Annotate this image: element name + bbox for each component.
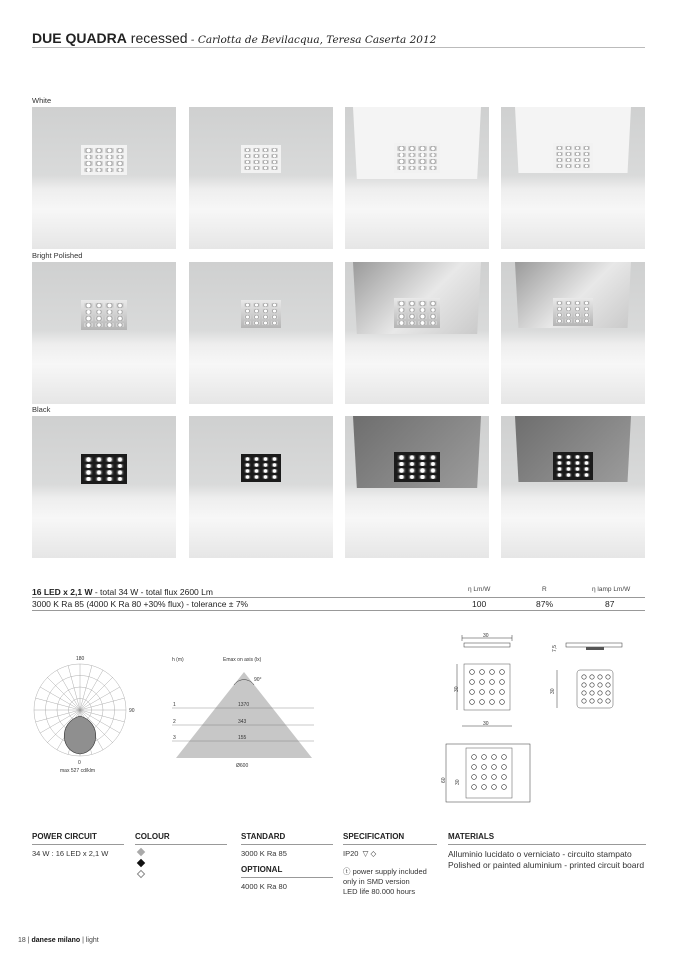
photo-bright-polished-1: [32, 262, 176, 404]
finish-label-bright-polished: Bright Polished: [32, 251, 83, 260]
photo-black-1: [32, 416, 176, 558]
colour-section: [135, 832, 227, 882]
page-footer: 18 | danese milano | light: [18, 937, 99, 944]
led-dot: [582, 691, 586, 695]
polar-caption: max 527 cd/klm: [60, 768, 96, 774]
led-dot: [490, 670, 495, 675]
polar-label-top: 180: [76, 656, 85, 662]
photo-white-2: [189, 107, 333, 249]
product-name: DUE QUADRA: [32, 30, 127, 46]
photo-black-2: [189, 416, 333, 558]
spec-led: 16 LED x 2,1 W: [32, 587, 93, 597]
led-dot: [472, 775, 477, 780]
colour-swatch-white: [137, 870, 145, 878]
brand-name: danese milano: [31, 937, 81, 944]
cone-lx-3: 155: [238, 735, 247, 741]
module-side-view: [464, 643, 510, 647]
standard-section: [241, 832, 333, 892]
led-dot: [480, 670, 485, 675]
power-circuit-section: [32, 832, 124, 859]
led-dot: [582, 683, 586, 687]
photo-bright-polished-2: [189, 262, 333, 404]
spec-row-2: [32, 598, 645, 611]
module-side-profile: [586, 647, 604, 650]
marking-icon: ▽ ◇: [362, 849, 377, 858]
photo-white-4: [501, 107, 645, 249]
dim-height-3: 30: [455, 779, 461, 785]
led-dot: [490, 680, 495, 685]
led-dot: [490, 690, 495, 695]
spec-row-1: [32, 586, 645, 598]
polar-label-right: 90: [129, 708, 135, 714]
cone-emax-label: Emax on axis (lx): [223, 657, 262, 663]
led-dot: [606, 699, 610, 703]
led-dot: [500, 690, 505, 695]
materials-english: Polished or painted aluminium - printed circuit board: [448, 860, 645, 870]
photo-bright-polished-4: [501, 262, 645, 404]
led-dot: [598, 675, 602, 679]
led-dot: [606, 683, 610, 687]
optional-value: 4000 K Ra 80: [241, 882, 287, 891]
product-type: recessed: [126, 30, 188, 46]
cone-lx-1: 1370: [238, 702, 250, 708]
dim-height-1: 30: [454, 686, 460, 692]
led-dot: [472, 765, 477, 770]
led-dot: [482, 775, 487, 780]
led-dot: [470, 670, 475, 675]
led-dot: [590, 699, 594, 703]
power-circuit-value: 34 W : 16 LED x 2,1 W: [32, 849, 109, 858]
led-dot: [502, 775, 507, 780]
cone-diameter: Ø600: [236, 763, 249, 769]
cone-h-1: 1: [173, 702, 176, 708]
led-dot: [492, 765, 497, 770]
colour-swatch-black: [137, 859, 145, 867]
page-number: 18: [18, 937, 26, 944]
polar-diagram: [30, 652, 150, 776]
cone-h-3: 3: [173, 735, 176, 741]
led-dot: [480, 690, 485, 695]
led-dot: [502, 755, 507, 760]
dim-height-2: 30: [550, 688, 556, 694]
led-dot: [470, 700, 475, 705]
photo-bright-polished-3: [345, 262, 489, 404]
photo-white-3: [345, 107, 489, 249]
section-name: light: [85, 937, 99, 944]
led-dot: [500, 700, 505, 705]
led-dot: [500, 670, 505, 675]
led-dot: [598, 699, 602, 703]
dim-depth: 7,5: [552, 645, 558, 652]
power-supply-note: ⓣ power supply included only in SMD version: [343, 867, 427, 886]
led-dot: [492, 785, 497, 790]
specification-section: [343, 832, 437, 897]
led-dot: [480, 680, 485, 685]
cone-shape: [176, 672, 312, 758]
led-dot: [582, 699, 586, 703]
cone-diagram: [168, 655, 318, 770]
led-dot: [482, 765, 487, 770]
led-dot: [500, 680, 505, 685]
product-designer: - Carlotta de Bevilacqua, Teresa Caserta 2012: [187, 34, 437, 46]
spec-table: [32, 586, 645, 611]
led-dot: [590, 691, 594, 695]
spec-header-r: R: [542, 586, 547, 593]
dim-width-2: 30: [483, 721, 489, 727]
dim-width-1: 30: [483, 633, 489, 639]
materials-section: [448, 832, 646, 871]
spec-value-lamp: 87: [605, 599, 615, 609]
led-dot: [492, 755, 497, 760]
led-dot: [492, 775, 497, 780]
page-header: [32, 30, 645, 48]
led-dot: [472, 755, 477, 760]
spec-header-lamp: η lamp Lm/W: [592, 586, 631, 593]
finish-label-black: Black: [32, 405, 51, 414]
led-dot: [590, 683, 594, 687]
colour-swatch-bright: [137, 848, 145, 856]
led-dot: [470, 680, 475, 685]
led-dot: [472, 785, 477, 790]
led-dot: [598, 691, 602, 695]
cone-h-2: 2: [173, 719, 176, 725]
cone-angle: 90°: [254, 677, 262, 683]
photo-black-4: [501, 416, 645, 558]
led-dot: [606, 691, 610, 695]
led-dot: [502, 785, 507, 790]
spec-value-r: 87%: [536, 599, 554, 609]
spec-value-efficiency: 100: [472, 599, 487, 609]
standard-title: STANDARD: [241, 832, 333, 845]
spec-header-efficiency: η Lm/W: [468, 586, 491, 593]
led-dot: [582, 675, 586, 679]
spec-temperature: 3000 K Ra 85 (4000 K Ra 80 +30% flux) - tolerance ± 7%: [32, 599, 249, 609]
materials-italian: Alluminio lucidato o verniciato - circuito stampato: [448, 849, 632, 859]
led-dot: [606, 675, 610, 679]
dim-height-4: 60: [441, 777, 447, 783]
photo-white-1: [32, 107, 176, 249]
spec-total: - total 34 W - total flux 2600 Lm: [92, 587, 213, 597]
led-dot: [598, 683, 602, 687]
power-circuit-title: POWER CIRCUIT: [32, 832, 124, 845]
led-life: LED life 80.000 hours: [343, 887, 416, 896]
photo-black-3: [345, 416, 489, 558]
polar-label-bottom: 0: [78, 760, 81, 766]
optional-title: OPTIONAL: [241, 865, 333, 878]
finish-label-white: White: [32, 96, 52, 105]
specification-title: SPECIFICATION: [343, 832, 437, 845]
led-dot: [590, 675, 594, 679]
led-dot: [482, 755, 487, 760]
cone-h-label: h (m): [172, 657, 184, 663]
led-dot: [502, 765, 507, 770]
led-dot: [490, 700, 495, 705]
standard-value: 3000 K Ra 85: [241, 849, 287, 858]
colour-title: COLOUR: [135, 832, 227, 845]
power-supply-icon: ⓣ: [343, 867, 351, 876]
polar-curve: [64, 716, 96, 754]
dimension-drawings: [438, 628, 658, 808]
cone-lx-2: 343: [238, 719, 247, 725]
materials-title: MATERIALS: [448, 832, 646, 845]
led-dot: [482, 785, 487, 790]
led-dot: [480, 700, 485, 705]
led-dot: [470, 690, 475, 695]
ip-rating: IP20 ▽ ◇: [343, 849, 377, 858]
